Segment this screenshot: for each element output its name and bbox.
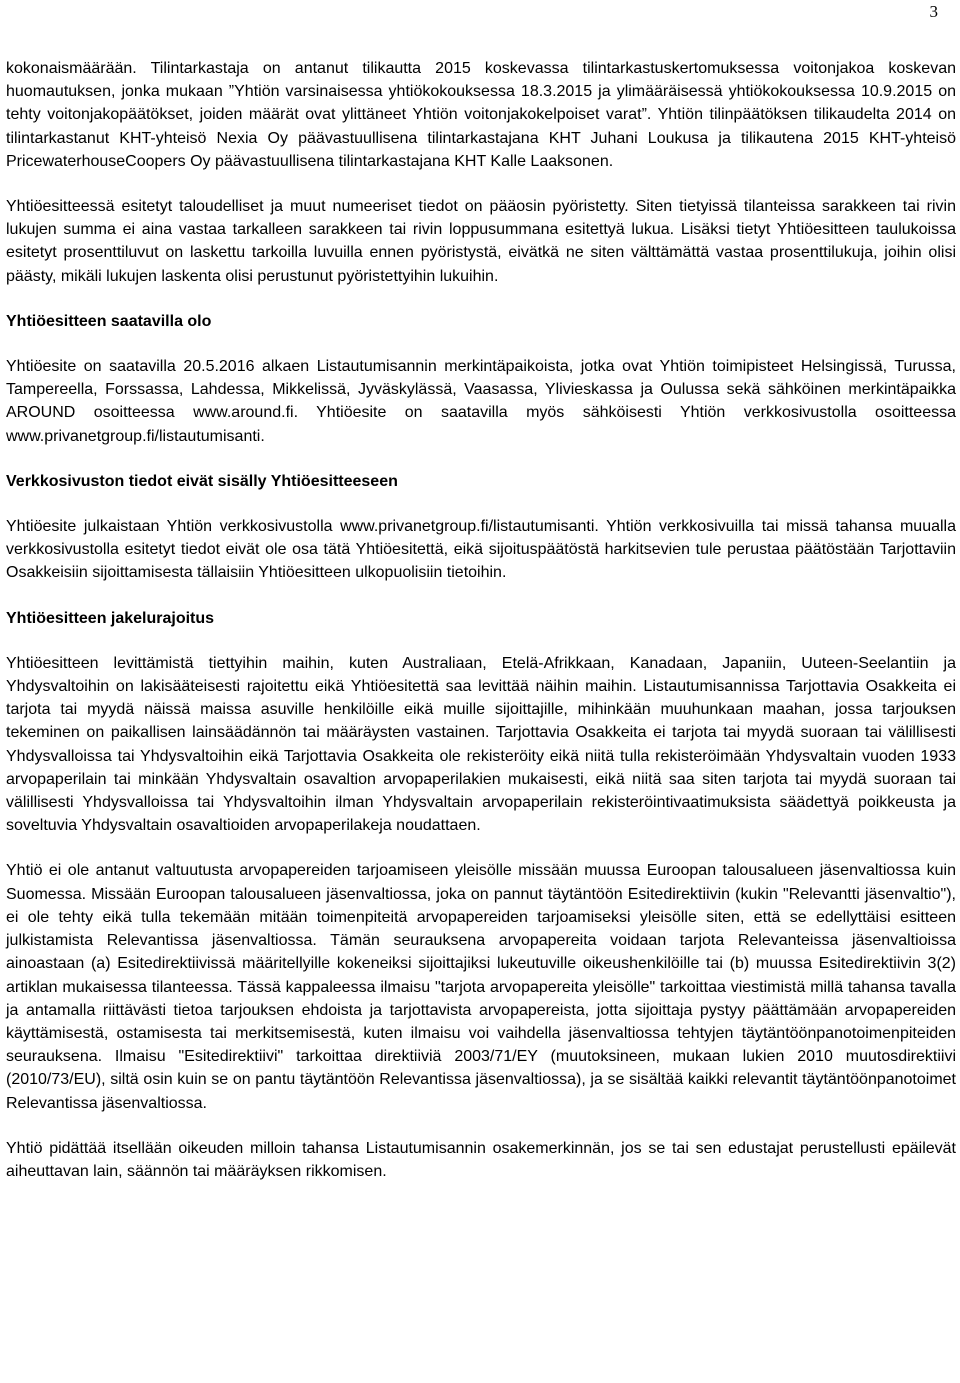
heading-distribution: Yhtiöesitteen jakelurajoitus xyxy=(6,609,215,627)
paragraph-rounding: Yhtiöesitteessä esitetyt taloudelliset ja muut numeeriset tiedot on pääosin pyöristetty. Siten tietyissä tilanteissa sarakkeen tai rivin lukujen summa ei aina vastaa tarkalleen sarakkeen tai rivin loppusummana esitettyä lukua. Lisäksi tietyt Yhtiöesitteen taulukoissa esitetyt prosenttiluvut on laskettu tarkoilla luvuilla ennen pyöristystä, eivätkä ne siten välttämättä vastaa prosenttilukuja, joihin olisi päästy, mikäli lukujen laskenta olisi perustunut pyöristettyihin lukuihin. xyxy=(6,198,956,285)
page-number: 3 xyxy=(929,2,938,21)
heading-website-info: Verkkosivuston tiedot eivät sisälly Yhtiöesitteeseen xyxy=(6,472,398,490)
paragraph-distribution-countries: Yhtiöesitteen levittämistä tiettyihin maihin, kuten Australiaan, Etelä-Afrikkaan, Kanadaan, Japaniin, Uuteen-Seelantiin ja Yhdysvaltoihin on lakisääteisesti rajoitettu eikä Yhtiöesitettä saa levittää näihin maihin. Listautumisannissa Tarjottavia Osakkeita ei tarjota tai myydä näissä maissa asuville henkilöille eikä muille sijoittajille, mihinkään muuhunkaan maahan, jossa tarjouksen tekeminen on paikallisen lainsäädännön tai määräysten vastainen. Tarjottavia Osakkeita ei tarjota tai myydä suoraan tai välillisesti Yhdysvalloissa tai Yhdysvaltoihin eikä Tarjottavia Osakkeita ole rekisteröity eikä niitä tulla rekisteröimään Yhdysvaltain vuoden 1933 arvopaperilain tai minkään Yhdysvaltain osavaltion arvopaperilakien mukaisesti, eikä niitä saa siten tarjota tai myydä suoraan tai välillisesti Yhdysvalloissa tai Yhdysvaltoihin ilman Yhdysvaltain arvopaperilain rekisteröintivaatimuksista säädettyä poikkeusta ja soveltuvia Yhdysvaltain osavaltioiden arvopaperilakeja noudattaen. xyxy=(6,654,956,835)
paragraph-availability: Yhtiöesite on saatavilla 20.5.2016 alkaen Listautumisannin merkintäpaikoista, jotka ovat Yhtiön toimipisteet Helsingissä, Turussa, Tampereella, Forssassa, Lahdessa, Mikkelissä, Jyväskylässä, Vaasassa, Ylivieskassa ja Oulussa sekä sähköinen merkintäpaikka AROUND osoitteessa www.around.fi. Yhtiöesite on saatavilla myös sähköisesti Yhtiön verkkosivustolla osoitteessa www.privanetgroup.fi/listautumisanti. xyxy=(6,358,956,445)
paragraph-auditor: kokonaismäärään. Tilintarkastaja on antanut tilikautta 2015 koskevassa tilintarkastuskertomuksessa voitonjakoa koskevan huomautuksen, jonka mukaan ”Yhtiön varsinaisessa yhtiökokouksessa 18.3.2015 ja ylimääräisessä yhtiökokouksessa 10.9.2015 on tehty voitonjakopäätökset, joiden määrät ovat ylittäneet Yhtiön voitonjakokelpoiset varat”. Yhtiön tilinpäätöksen tilikaudelta 2014 on tilintarkastanut KHT-yhteisö Nexia Oy päävastuullisena tilintarkastajana KHT Juhani Loukusa ja tilikautena 2015 KHT-yhteisö PricewaterhouseCoopers Oy päävastuullisena tilintarkastajana KHT Kalle Laaksonen. xyxy=(6,60,956,170)
paragraph-reservation: Yhtiö pidättää itsellään oikeuden milloin tahansa Listautumisannin osakemerkinnän, jos se tai sen edustajat perustellusti epäilevät aiheuttavan lain, säännön tai määräyksen rikkomisen. xyxy=(6,1139,956,1180)
paragraph-eea: Yhtiö ei ole antanut valtuutusta arvopapereiden tarjoamiseen yleisölle missään muussa Euroopan talousalueen jäsenvaltiossa kuin Suomessa. Missään Euroopan talousalueen jäsenvaltiossa, joka on pannut täytäntöön Esitedirektiivin (kukin "Relevantti jäsenvaltio"), ei ole tehty eikä tulla tekemään mitään toimenpiteitä arvopapereiden tarjoamiseksi yleisölle siten, että se edellyttäisi esitteen julkistamista Relevantissa jäsenvaltiossa. Tämän seurauksena arvopapereita voidaan tarjota Relevanteissa jäsenvaltioissa ainoastaan (a) Esitedirektiivissä määritellyille kokeneiksi sijoittajiksi lukeutuville oikeushenkilöille tai (b) muussa Esitedirektiivin 3(2) artiklan mukaisessa tilanteessa. Tässä kappaleessa ilmaisu "tarjota arvopapereita yleisölle" tarkoittaa viestimistä millä tahansa tavalla ja antamalla riittävästi tietoa tarjouksen ehdoista ja tarjottavista arvopapereista, jotta sijoittaja pystyy päättämään arvopapereiden käyttämisestä, ostamisesta tai merkitsemisestä, kuten ilmaisu voi vaihdella jäsenvaltiossa tehtyjen täytäntöönpanotoimenpiteiden seurauksena. Ilmaisu "Esitedirektiivi" tarkoittaa direktiiviä 2003/71/EY (muutoksineen, mukaan lukien 2010 muutosdirektiivi (2010/73/EU), siltä osin kuin se on pantu täytäntöön Relevantissa jäsenvaltiossa), ja se sisältää kaikki relevantit täytäntöönpanotoimet Relevantissa jäsenvaltiossa. xyxy=(6,862,956,1112)
document-body xyxy=(6,57,956,1183)
heading-availability: Yhtiöesitteen saatavilla olo xyxy=(6,312,212,330)
paragraph-website-info: Yhtiöesite julkaistaan Yhtiön verkkosivustolla www.privanetgroup.fi/listautumisanti. Yhtiön verkkosivuilla tai missä tahansa muualla verkkosivustolla esitetyt tiedot eivät ole osa tätä Yhtiöesitettä, eikä sijoituspäätöstä harkitsevien tule perustaa päätöstään Tarjottaviin Osakkeisiin sijoittamisesta tällaisiin Yhtiöesitteen ulkopuolisiin tietoihin. xyxy=(6,518,956,582)
